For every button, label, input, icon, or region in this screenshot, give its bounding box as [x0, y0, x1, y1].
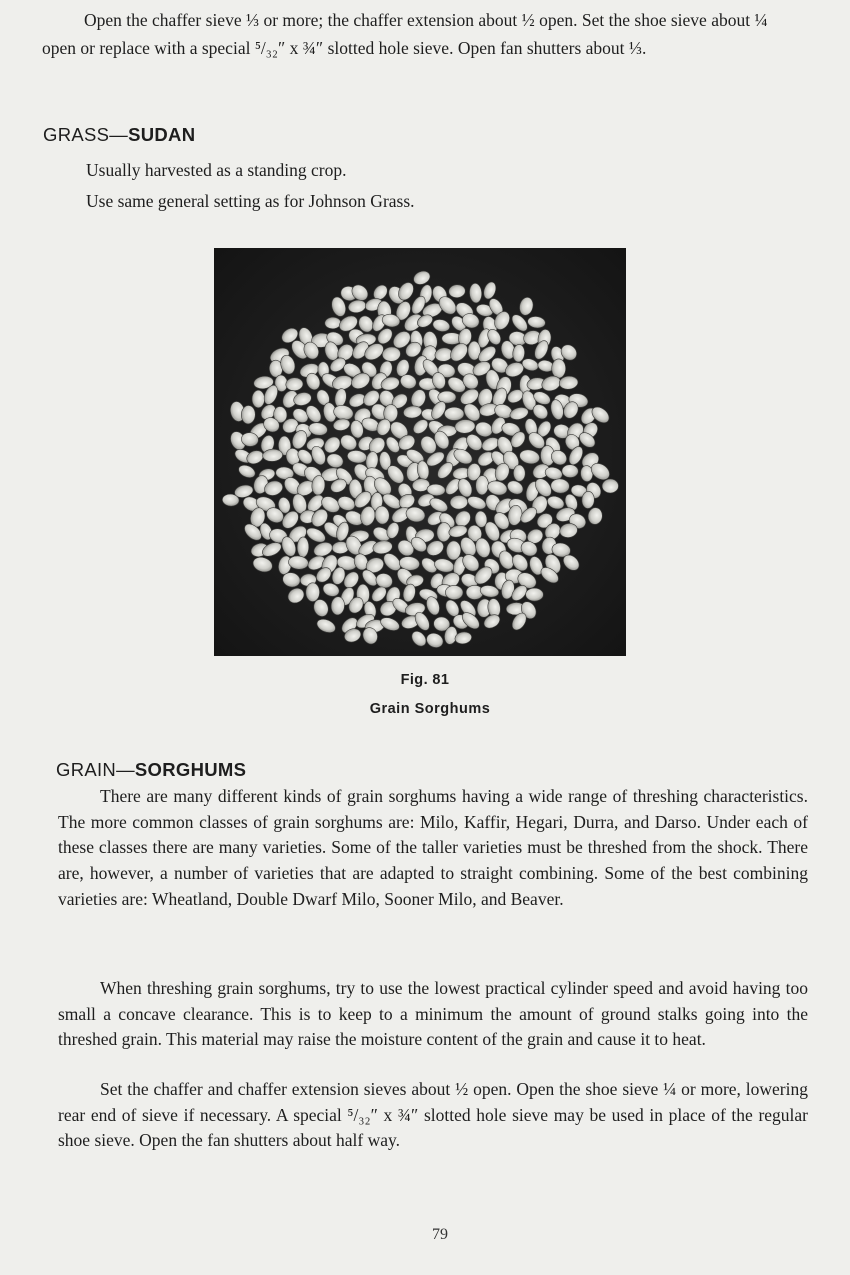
grass-sudan-line-2: Use same general setting as for Johnson Grass. — [86, 191, 415, 211]
grass-sudan-heading-prefix: GRASS— — [43, 124, 129, 145]
figure-number: Fig. 81 — [400, 672, 450, 688]
grain-sorghums-heading-bold: SORGHUMS — [134, 759, 247, 780]
page-number: 79 — [432, 1226, 448, 1243]
grain-sorghums-heading-prefix: GRAIN— — [56, 759, 135, 780]
sorghum-seed — [562, 464, 579, 477]
grass-sudan-line-1: Usually harvested as a standing crop. — [86, 160, 347, 180]
sorghum-seed — [513, 465, 525, 482]
sorghum-seed — [552, 359, 566, 378]
intro-paragraph: Open the chaffer sieve ⅓ or more; the chaffer extension about ½ open. Set the shoe sieve about ¼ open or replace with a special ⁵/₃₂″ x ¾″ slotted hole sieve. Open fan shutters about ⅓. — [42, 10, 768, 58]
sorghum-seed — [297, 537, 309, 558]
sorghum-seed — [525, 588, 543, 601]
grass-sudan-heading-bold: SUDAN — [128, 124, 196, 145]
grain-sorghums-heading — [56, 759, 246, 781]
grass-sudan-heading — [43, 124, 195, 146]
grain-sorghum-photo — [214, 248, 626, 656]
sorghum-seed — [252, 390, 265, 408]
sorghum-seed — [444, 407, 464, 421]
grain-sorghums-paragraph-2: When threshing grain sorghums, try to use the lowest practical cylinder speed and avoid having too small a concave clearance. This is to keep to a minimum the amount of ground stalks going into the threshed grain. This material may raise the moisture content of the grain and cause it to heat. — [58, 978, 808, 1050]
grain-sorghums-paragraph-3: Set the chaffer and chaffer extension sieves about ½ open. Open the shoe sieve ¼ or more, lowering rear end of sieve if necessary. A special ⁵/₃₂″ x ¾″ slotted hole sieve may be used in place of the regular shoe sieve. Open the fan shutters about half way. — [58, 1079, 808, 1151]
sorghum-seed — [306, 583, 320, 602]
grain-sorghums-paragraph-1: There are many different kinds of grain sorghums having a wide range of threshing characteristics. The more common classes of grain sorghums are: Milo, Kaffir, Hegari, Durra, and Darso. Under each of these classes there are many varieties. Some of the taller varieties must be threshed from the shock. There are, however, a number of varieties that are adapted to straight combining. Some of the best combining varieties are: Wheatland, Double Dwarf Milo, Sooner Milo, and Beaver. — [58, 786, 808, 909]
sorghum-seed — [241, 405, 256, 424]
figure-caption: Grain Sorghums — [369, 701, 491, 717]
sorghum-seed — [602, 479, 619, 494]
sorghum-seed — [445, 585, 463, 600]
